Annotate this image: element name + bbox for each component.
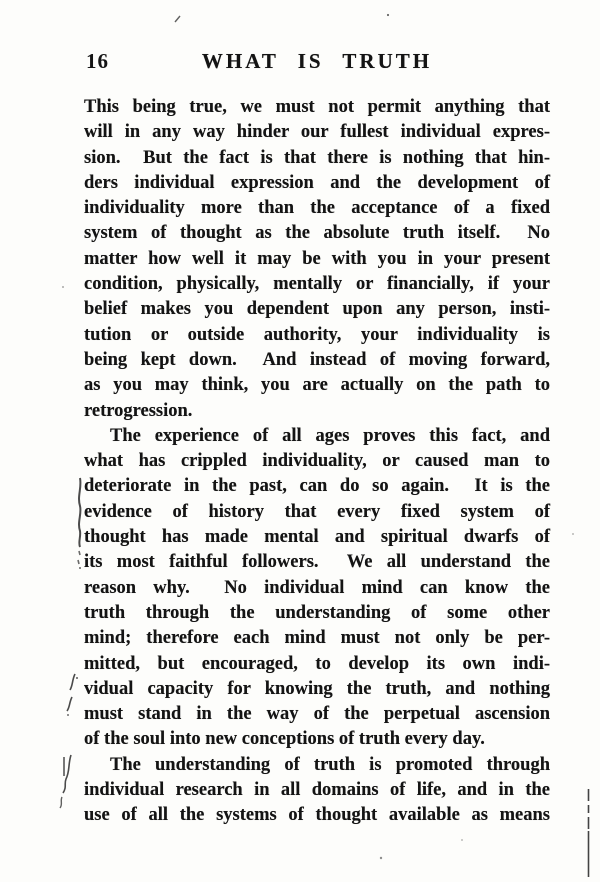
text-line: vidual capacity for knowing the truth, and nothing [84,678,550,699]
text-line: This being true, we must not permit anything that [84,97,550,117]
margin-ink-mark [78,551,80,569]
text-line: matter how well it may be with you in your present [84,248,550,269]
margin-ink-mark [60,797,62,808]
ink-speck [67,714,69,716]
paragraph [84,424,550,753]
page-number: 16 [86,49,109,73]
text-line: what has crippled individuality, or caused man to [84,451,550,472]
text-line: The understanding of truth is promoted through [110,754,550,775]
text-line: evidence of history that every fixed system of [84,501,550,522]
text-line: must stand in the way of the perpetual ascension [84,704,550,725]
ink-speck [175,16,180,22]
ink-speck [380,857,382,859]
text-line: condition, physically, mentally or financially, if your [84,274,550,295]
text-line: individual research in all domains of life, and in the [84,780,550,801]
margin-ink-mark [63,755,71,793]
ink-speck [62,286,64,288]
text-line: mitted, but encouraged, to develop its own indi- [84,653,550,674]
text-line: as you may think, you are actually on the path to [84,375,550,396]
text-line: retrogression. [84,400,193,421]
text-line: system of thought as the absolute truth itself. No [84,223,550,244]
ink-speck [387,14,389,16]
text-line: will in any way hinder our fullest individual expres- [84,122,550,143]
text-line: ders individual expression and the development of [84,172,550,193]
margin-ink-mark [70,674,75,690]
margin-ink-mark [79,478,80,547]
text-line: mind; therefore each mind must not only be per- [84,628,550,649]
ink-speck [461,839,463,841]
text-line: individuality more than the acceptance of a fixed [84,198,550,219]
text-line: sion. But the fact is that there is nothing that hin- [84,147,550,168]
text-line: its most faithful followers. We all understand the [84,552,550,573]
text-line: being kept down. And instead of moving forward, [84,349,550,370]
ink-speck [572,533,574,535]
text-line: of the soul into new conceptions of truth every day. [84,729,485,750]
page-header [84,48,550,74]
ink-speck [76,677,78,679]
text-line: deteriorate in the past, can do so again. It is the [84,476,550,497]
text-line: use of all the systems of thought available as means [84,805,550,826]
text-line: tution or outside authority, your individuality is [84,324,550,345]
text-line: reason why. No individual mind can know the [84,577,550,598]
text-line: belief makes you dependent upon any person, insti- [84,299,550,320]
running-title: WHAT IS TRUTH [201,49,433,73]
text-line: The experience of all ages proves this fact, and [110,425,550,446]
margin-ink-mark [67,697,72,711]
text-line: truth through the understanding of some other [84,602,550,623]
text-line: thought has made mental and spiritual dwarfs of [84,527,550,548]
paragraph [84,95,550,424]
body-text [84,95,550,829]
paragraph [84,753,550,829]
